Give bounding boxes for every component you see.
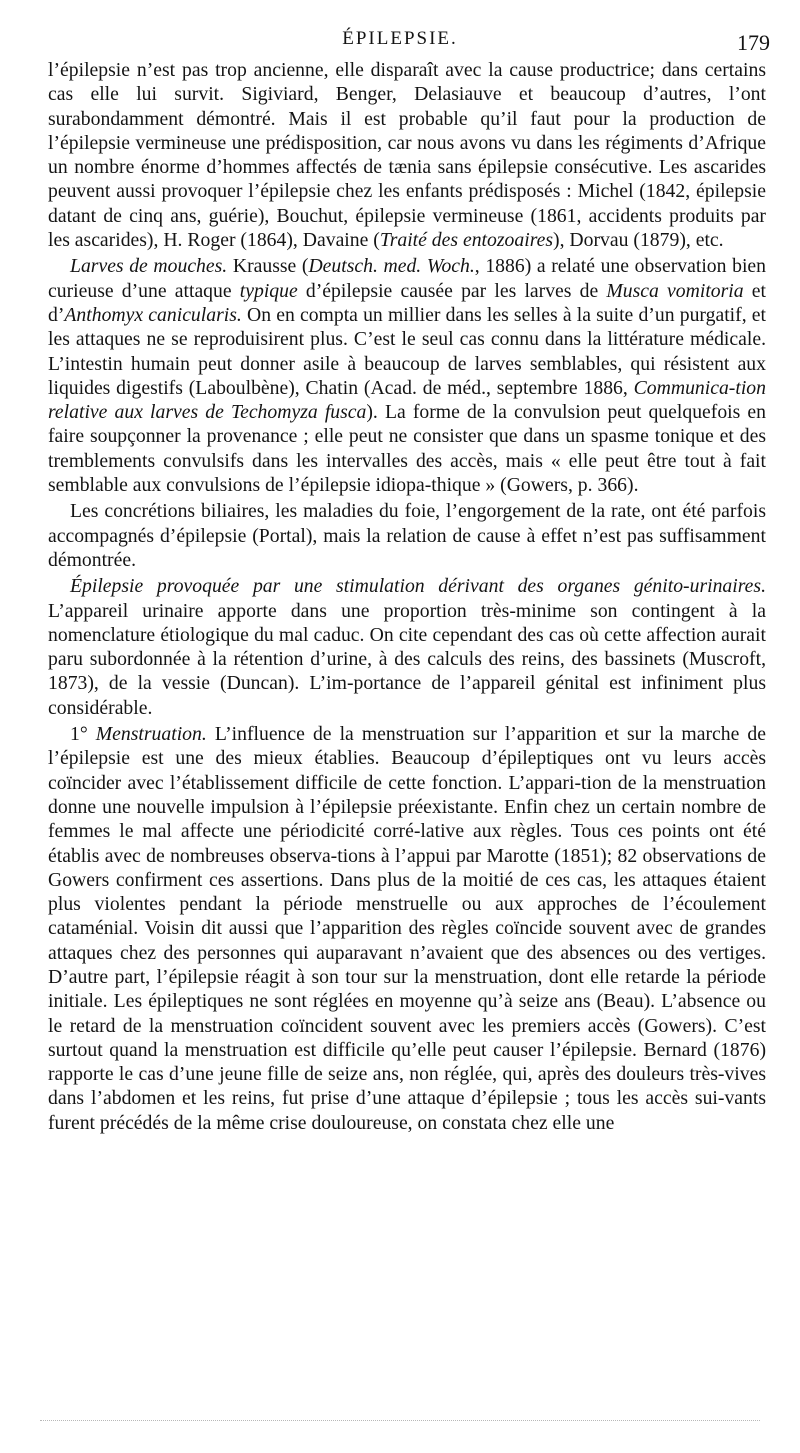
italic-text: Larves de mouches. (70, 255, 228, 278)
paragraph (48, 254, 766, 497)
text-run: et d’ (48, 279, 766, 326)
page-number: 179 (737, 30, 770, 55)
text-run: Les concrétions biliaires, les maladies du foie, l’engorgement de la rate, ont été parfois accompagnés d’épilepsie (Portal), mais la relation de cause à effet n’est pas suffisamment démontrée. (48, 500, 766, 571)
paragraph (48, 574, 766, 720)
paragraph (48, 499, 766, 572)
italic-text: Communica-tion relative aux larves de Techomyza fusca (48, 376, 766, 424)
text-run: L’influence de la menstruation sur l’apparition et sur la marche de l’épilepsie est une des mieux établies. Beaucoup d’épileptiques ont vu leurs accès coïncider avec l’établissement difficile de cette fonction. L’appari-tion de la menstruation donne une nouvelle impulsion à l’épilepsie préexistante. Enfin chez un certain nombre de femmes le mal affecte une périodicité corré-lative aux règles. Tous ces points ont été établis avec de nombreuses observa-tions à l’appui par Marotte (1851); 82 observations de Gowers confirment ces assertions. Dans plus de la moitié de ces cas, les attaques étaient plus violentes pendant la période menstruelle ou aux approches de l’écoulement cataménial. Voisin dit aussi que l’apparition des règles coïncide souvent avec de grandes attaques chez des personnes qui auparavant n’avaient que des absences ou des vertiges. D’autre part, l’épilepsie réagit à son tour sur la menstruation, dont elle retarde la période initiale. Les épileptiques ne sont réglées en moyenne qu’à seize ans (Beau). L’absence ou le retard de la menstruation coïncident souvent avec les premiers accès (Gowers). C’est surtout quand la menstruation est difficile qu’elle peut causer l’épilepsie. Bernard (1876) rapporte le cas d’une jeune fille de seize ans, non réglée, qui, après des douleurs très-vives dans l’abdomen et les reins, fut prise d’une attaque d’épilepsie ; tous les accès sui-vants furent précédés de la même crise douloureuse, on constata chez elle une (48, 723, 766, 1134)
text-run: L’appareil urinaire apporte dans une proportion très-minime son contingent à la nomenclature étiologique du mal caduc. On cite cependant des cas où cette affection aurait paru subordonnée à la rétention d’urine, à des calculs des reins, des bassinets (Muscroft, 1873), de la vessie (Duncan). L’im-portance de l’appareil génital est infiniment plus considérable. (48, 599, 766, 719)
running-title: ÉPILEPSIE. (342, 28, 458, 49)
text-run: , 1886) a relaté une observation bien curieuse d’une attaque (48, 255, 766, 302)
italic-text: Musca vomitoria (606, 279, 744, 302)
text-run: ). La forme de la convulsion peut quelquefois en faire soupçonner la provenance ; elle peut ne consister que dans un spasme tonique et des tremblements convulsifs dans les intervalles des accès, mais « elle peut être tout à fait semblable aux convulsions de l’épilepsie idiopa-thique » (Gowers, p. 366). (48, 401, 766, 497)
body-text (48, 58, 766, 1135)
text-run: l’épilepsie n’est pas trop ancienne, elle disparaît avec la cause productrice; dans certains cas elle lui survit. Sigiviard, Benger, Delasiauve et beaucoup d’autres, l’ont surabondamment démontré. Mais il est probable qu’il faut pour la production de l’épilepsie vermineuse une prédisposition, car nous avons vu dans les régiments d’Afrique un nombre énorme d’hommes affectés de tænia sans épilepsie consécutive. Les ascarides peuvent aussi provoquer l’épilepsie chez les enfants prédisposés : Michel (1842, épilepsie datant de cinq ans, guérie), Bouchut, épilepsie vermineuse (1861, accidents produits par les ascarides), H. Roger (1864), Davaine ( (48, 59, 766, 252)
text-run: 1° (70, 723, 96, 746)
italic-text: Anthomyx canicularis. (64, 303, 242, 326)
footer-rule (40, 1418, 760, 1421)
text-run: ), Dorvau (1879), etc. (553, 229, 724, 252)
paragraph (48, 58, 766, 252)
italic-text: Traité des entozoaires (379, 229, 554, 252)
text-run: d’épilepsie causée par les larves de (297, 279, 607, 302)
italic-text: Épilepsie provoquée par une stimulation dérivant des organes génito-urinaires. (70, 575, 766, 598)
paragraph (48, 722, 766, 1135)
italic-text: typique (239, 279, 298, 302)
text-run: On en compta un millier dans les selles à la suite d’un purgatif, et les attaques ne se reproduisirent plus. C’est le seul cas connu dans la littérature médicale. L’intestin humain peut donner asile à beaucoup de larves semblables, qui résistent aux liquides digestifs (Laboulbène), Chatin (Acad. de méd., septembre 1886, (48, 303, 766, 399)
italic-text: Deutsch. med. Woch. (308, 255, 475, 278)
italic-text: Menstruation. (95, 723, 207, 746)
text-run: Krausse ( (227, 255, 309, 278)
